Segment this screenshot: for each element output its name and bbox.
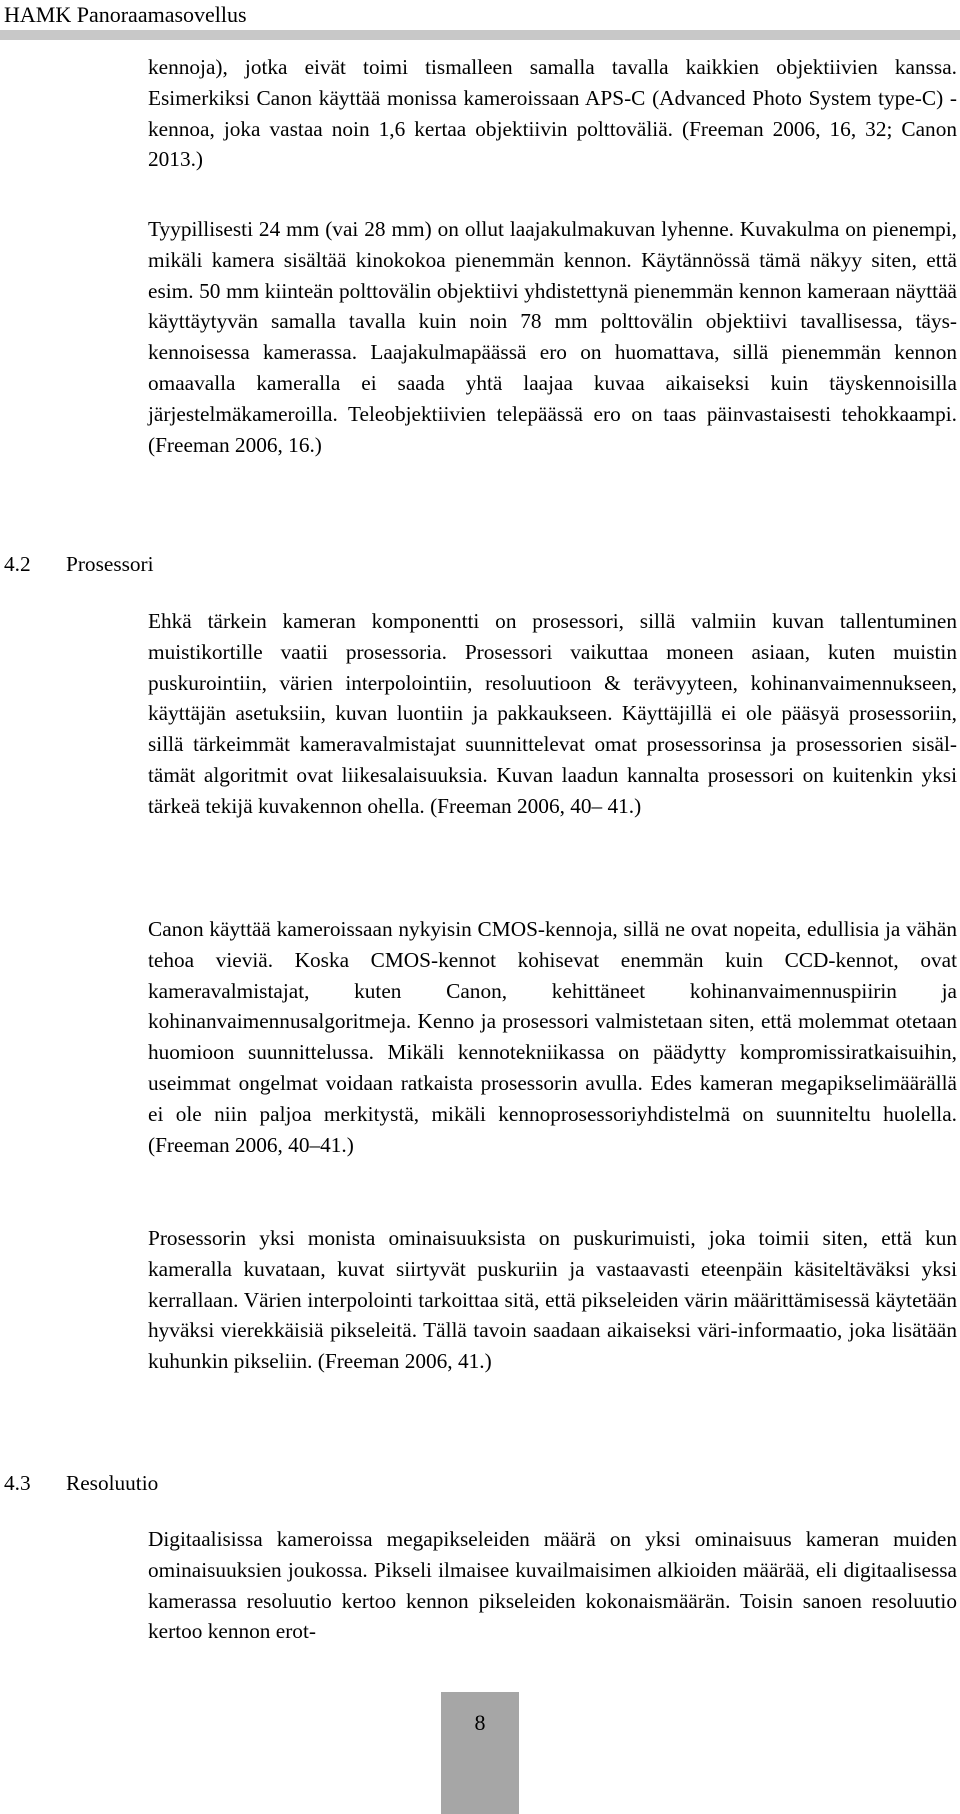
paragraph-4: Canon käyttää kameroissaan nykyisin CMOS-kennoja, sillä ne ovat nopeita, edullisia ja vähän tehoa vieviä. Koska CMOS-kennot kohisevat enemmän kuin CCD-kennot, ovat kameravalmistajat, kuten Canon, kehittäneet kohinanvaimennuspiirin ja kohinanvaimennusalgoritmeja. Kenno ja prosessori valmistetaan siten, että molemmat otetaan huomioon suunnittelussa. Mikäli kennotekniikassa on päädytty kompromissiratkaisuihin, useimmat ongelmat voidaan ratkaista prosessorin avulla. Edes kameran megapikselimäärällä ei ole niin paljoa merkitystä, mikäli kennoprosessoriyhdistelmä on suunniteltu huolella. (Freeman 2006, 40–41.) xyxy=(148,917,957,1157)
section-title: Resoluutio xyxy=(66,1471,159,1495)
paragraph-2: Tyypillisesti 24 mm (vai 28 mm) on ollut laajakulmakuvan lyhenne. Kuvakulma on pienempi, mikäli kamera sisältää kinokokoa pienemmän kennon. Käytännössä tämä näkyy siten, että esim. 50 mm kiinteän polttovälin objektiivi yhdistettynä pienemmän kennon kameraan näyttää käyttäytyvän samalla tavalla kuin noin 78 mm polttovälin objektiivi tavallisessa, täyskennoisessa kamerassa. Laajakulmapäässä ero on huomattava, sillä pienemmän kennon omaavalla kameralla ei saada yhtä laajaa kuvaa aikaiseksi kuin täyskennoisilla järjestelmäkameroilla. Teleobjektiivien telepäässä ero on taas päinvastaisesti tehokkaampi. (Freeman 2006, 16.) xyxy=(148,217,957,457)
paragraph-3: Ehkä tärkein kameran komponentti on prosessori, sillä valmiin kuvan tallentuminen muistikortille vaatii prosessoria. Prosessori vaikuttaa moneen asiaan, kuten muistin puskurointiin, värien interpolointiin, resoluutioon & terävyyteen, kohinanvaimennukseen, käyttäjän asetuksiin, kuvan luontiin ja pakkaukseen. Käyttäjillä ei ole pääsyä prosessoriin, sillä tärkeimmät kameravalmistajat suunnittelevat omat prosessorinsa ja prosessorien sisältämät algoritmit ovat liikesalaisuuksia. Kuvan laadun kannalta prosessori on kuitenkin yksi tärkeä tekijä kuvakennon ohella. (Freeman 2006, 40– 41.) xyxy=(148,609,957,818)
paragraph-6: Digitaalisissa kameroissa megapikseleiden määrä on yksi ominaisuus kameran muiden ominaisuuksien joukossa. Pikseli ilmaisee kuvailmaisimen alkioiden määrää, eli digitaalisessa kamerassa resoluutio kertoo kennon pikseleiden kokonaismäärän. Toisin sanoen resoluutio kertoo kennon erot- xyxy=(148,1527,957,1644)
page-number-box xyxy=(441,1692,519,1814)
section-title: Prosessori xyxy=(66,552,154,576)
paragraph-5: Prosessorin yksi monista ominaisuuksista on puskurimuisti, joka toimii siten, että kun kameralla kuvataan, kuvat siirtyvät puskuriin ja vastaavasti eteenpäin käsiteltäväksi yksi kerrallaan. Värien interpolointi tarkoittaa sitä, että pikseleiden värin määrittämisessä käytetään hyväksi vierekkäisiä pikseleitä. Tällä tavoin saadaan aikaiseksi väri-informaatio, joka lisätään kuhunkin pikseliin. (Freeman 2006, 41.) xyxy=(148,1226,957,1374)
header-rule xyxy=(0,30,960,40)
section-number: 4.3 xyxy=(4,1471,31,1495)
section-heading-4-3 xyxy=(4,1468,158,1498)
section-number: 4.2 xyxy=(4,552,31,576)
section-heading-4-2 xyxy=(4,549,154,579)
page-number: 8 xyxy=(474,1710,486,1735)
paragraph-1: kennoja), jotka eivät toimi tismalleen samalla tavalla kaikkien objektiivien kanssa. Esimerkiksi Canon käyttää monissa kameroissaan APS-C (Advanced Photo System type-C) -kennoa, joka vastaa noin 1,6 kertaa objektiivin polttoväliä. (Freeman 2006, 16, 32; Canon 2013.) xyxy=(148,55,957,172)
document-header-title: HAMK Panoraamasovellus xyxy=(4,2,247,27)
